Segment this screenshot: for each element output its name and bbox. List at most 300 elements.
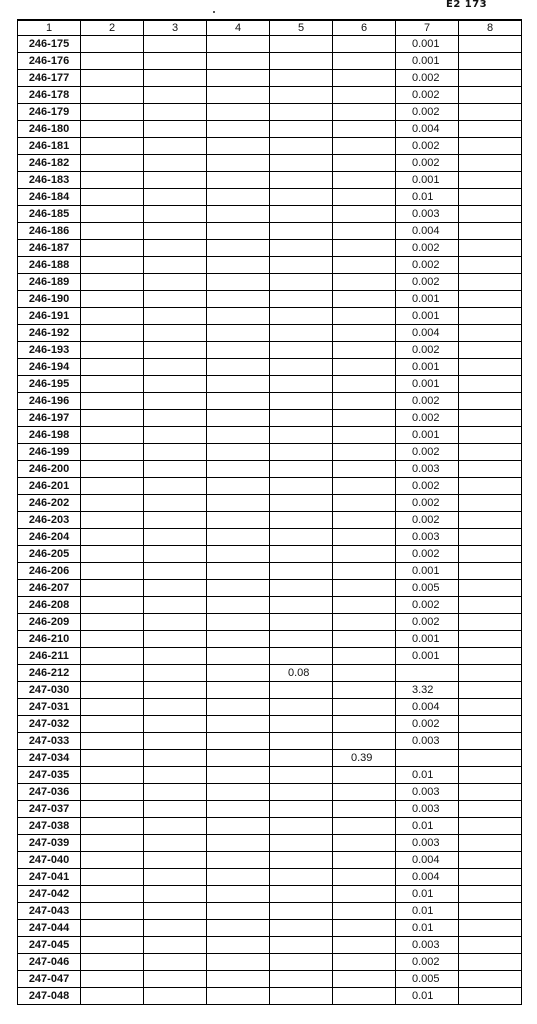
cell-col-5 [270,631,333,648]
cell-col-8 [459,699,522,716]
cell-col-1: 247-041 [18,869,81,886]
cell-col-2 [81,206,144,223]
cell-col-4 [207,189,270,206]
cell-col-8 [459,716,522,733]
cell-col-6 [333,920,396,937]
cell-col-3 [144,308,207,325]
cell-col-7: 0.004 [396,121,459,138]
cell-col-5 [270,835,333,852]
cell-col-4 [207,172,270,189]
cell-col-1: 246-179 [18,104,81,121]
column-header-1: 1 [18,20,81,36]
cell-col-2 [81,937,144,954]
table-row [18,648,522,665]
cell-col-4 [207,886,270,903]
cell-col-2 [81,903,144,920]
table-row [18,903,522,920]
cell-col-6 [333,648,396,665]
cell-col-5 [270,274,333,291]
cell-col-5 [270,444,333,461]
cell-col-6 [333,801,396,818]
cell-col-1: 247-036 [18,784,81,801]
cell-col-6 [333,954,396,971]
cell-col-5 [270,750,333,767]
cell-col-8 [459,104,522,121]
table-row [18,852,522,869]
cell-col-8 [459,53,522,70]
cell-col-5 [270,818,333,835]
cell-col-6 [333,937,396,954]
cell-col-7: 0.002 [396,478,459,495]
cell-col-6 [333,223,396,240]
cell-col-6 [333,70,396,87]
cell-col-4 [207,631,270,648]
cell-col-8 [459,529,522,546]
cell-col-7: 0.002 [396,410,459,427]
cell-col-7: 0.002 [396,716,459,733]
cell-col-6 [333,274,396,291]
cell-col-7: 0.002 [396,393,459,410]
cell-col-1: 246-178 [18,87,81,104]
cell-col-2 [81,240,144,257]
cell-col-8 [459,189,522,206]
cell-col-3 [144,223,207,240]
cell-col-1: 246-195 [18,376,81,393]
cell-col-6 [333,784,396,801]
cell-col-4 [207,563,270,580]
cell-col-4 [207,410,270,427]
cell-col-3 [144,767,207,784]
cell-col-2 [81,223,144,240]
cell-col-5: 0.08 [270,665,333,682]
cell-col-4 [207,733,270,750]
cell-col-3 [144,563,207,580]
cell-col-2 [81,988,144,1005]
cell-col-6 [333,291,396,308]
cell-col-1: 247-038 [18,818,81,835]
cell-col-3 [144,835,207,852]
cell-col-1: 246-205 [18,546,81,563]
cell-col-2 [81,376,144,393]
cell-col-1: 247-047 [18,971,81,988]
cell-col-1: 246-189 [18,274,81,291]
cell-col-2 [81,410,144,427]
cell-col-6 [333,121,396,138]
cell-col-3 [144,869,207,886]
cell-col-4 [207,988,270,1005]
cell-col-8 [459,937,522,954]
cell-col-3 [144,53,207,70]
table-row [18,580,522,597]
cell-col-1: 246-200 [18,461,81,478]
cell-col-4 [207,376,270,393]
cell-col-3 [144,954,207,971]
cell-col-5 [270,903,333,920]
cell-col-4 [207,580,270,597]
cell-col-7: 0.004 [396,869,459,886]
cell-col-3 [144,70,207,87]
cell-col-4 [207,155,270,172]
cell-col-8 [459,36,522,53]
cell-col-5 [270,155,333,172]
cell-col-7: 0.003 [396,206,459,223]
table-row [18,682,522,699]
table-row [18,223,522,240]
cell-col-2 [81,835,144,852]
cell-col-6 [333,512,396,529]
cell-col-1: 246-176 [18,53,81,70]
cell-col-8 [459,359,522,376]
cell-col-8 [459,70,522,87]
cell-col-6 [333,818,396,835]
cell-col-1: 246-183 [18,172,81,189]
table-row [18,937,522,954]
cell-col-7: 0.004 [396,852,459,869]
cell-col-8 [459,376,522,393]
cell-col-7: 0.002 [396,274,459,291]
column-header-5: 5 [270,20,333,36]
cell-col-3 [144,546,207,563]
cell-col-4 [207,750,270,767]
cell-col-8 [459,257,522,274]
table-row [18,36,522,53]
cell-col-3 [144,529,207,546]
cell-col-4 [207,716,270,733]
cell-col-5 [270,716,333,733]
cell-col-4 [207,325,270,342]
cell-col-4 [207,529,270,546]
cell-col-3 [144,444,207,461]
cell-col-1: 246-196 [18,393,81,410]
cell-col-2 [81,716,144,733]
cell-col-8 [459,308,522,325]
cell-col-6 [333,665,396,682]
cell-col-8 [459,631,522,648]
cell-col-2 [81,274,144,291]
cell-col-1: 247-034 [18,750,81,767]
cell-col-5 [270,410,333,427]
cell-col-7: 3.32 [396,682,459,699]
cell-col-1: 246-211 [18,648,81,665]
cell-col-5 [270,648,333,665]
cell-col-2 [81,325,144,342]
cell-col-8 [459,342,522,359]
cell-col-6 [333,206,396,223]
cell-col-1: 246-208 [18,597,81,614]
cell-col-5 [270,546,333,563]
table-body [18,36,522,1005]
cell-col-7: 0.001 [396,563,459,580]
cell-col-6 [333,444,396,461]
cell-col-7: 0.002 [396,342,459,359]
cell-col-4 [207,257,270,274]
cell-col-3 [144,359,207,376]
table-row [18,291,522,308]
cell-col-1: 246-199 [18,444,81,461]
cell-col-2 [81,104,144,121]
cell-col-4 [207,903,270,920]
cell-col-5 [270,325,333,342]
cell-col-8 [459,648,522,665]
cell-col-6 [333,495,396,512]
cell-col-4 [207,274,270,291]
cell-col-6 [333,36,396,53]
cell-col-1: 247-044 [18,920,81,937]
column-header-3: 3 [144,20,207,36]
cell-col-6 [333,104,396,121]
cell-col-2 [81,529,144,546]
cell-col-5 [270,580,333,597]
cell-col-4 [207,784,270,801]
cell-col-3 [144,478,207,495]
cell-col-4 [207,206,270,223]
table-row [18,699,522,716]
cell-col-6 [333,971,396,988]
cell-col-5 [270,954,333,971]
cell-col-8 [459,580,522,597]
cell-col-4 [207,359,270,376]
cell-col-7: 0.01 [396,988,459,1005]
cell-col-5 [270,733,333,750]
cell-col-4 [207,104,270,121]
cell-col-3 [144,784,207,801]
cell-col-6 [333,376,396,393]
cell-col-6 [333,835,396,852]
cell-col-5 [270,36,333,53]
cell-col-4 [207,53,270,70]
table-row [18,257,522,274]
cell-col-8 [459,784,522,801]
cell-col-4 [207,682,270,699]
column-header-7: 7 [396,20,459,36]
cell-col-4 [207,478,270,495]
table-row [18,87,522,104]
column-header-8: 8 [459,20,522,36]
cell-col-7: 0.002 [396,614,459,631]
cell-col-1: 246-188 [18,257,81,274]
cell-col-2 [81,954,144,971]
cell-col-8 [459,393,522,410]
cell-col-4 [207,971,270,988]
cell-col-5 [270,70,333,87]
cell-col-5 [270,240,333,257]
table-row [18,886,522,903]
cell-col-2 [81,121,144,138]
cell-col-7: 0.001 [396,308,459,325]
cell-col-6 [333,699,396,716]
cell-col-3 [144,903,207,920]
cell-col-7: 0.003 [396,733,459,750]
cell-col-3 [144,750,207,767]
cell-col-2 [81,87,144,104]
cell-col-8 [459,563,522,580]
cell-col-2 [81,257,144,274]
cell-col-2 [81,784,144,801]
cell-col-7: 0.01 [396,886,459,903]
cell-col-5 [270,869,333,886]
cell-col-4 [207,614,270,631]
cell-col-8 [459,818,522,835]
cell-col-1: 246-191 [18,308,81,325]
cell-col-2 [81,172,144,189]
cell-col-2 [81,631,144,648]
cell-col-5 [270,920,333,937]
cell-col-6 [333,631,396,648]
cell-col-8 [459,597,522,614]
cell-col-3 [144,36,207,53]
table-row [18,801,522,818]
cell-col-4 [207,138,270,155]
cell-col-6 [333,988,396,1005]
cell-col-8 [459,835,522,852]
cell-col-7: 0.005 [396,580,459,597]
cell-col-4 [207,869,270,886]
cell-col-8 [459,478,522,495]
cell-col-2 [81,512,144,529]
cell-col-5 [270,376,333,393]
cell-col-6 [333,53,396,70]
cell-col-4 [207,223,270,240]
cell-col-7: 0.001 [396,648,459,665]
cell-col-1: 246-210 [18,631,81,648]
cell-col-7: 0.002 [396,444,459,461]
cell-col-8 [459,121,522,138]
cell-col-4 [207,444,270,461]
cell-col-6 [333,393,396,410]
cell-col-6 [333,359,396,376]
table-row [18,818,522,835]
cell-col-3 [144,971,207,988]
cell-col-3 [144,325,207,342]
cell-col-8 [459,495,522,512]
cell-col-8 [459,223,522,240]
cell-col-3 [144,155,207,172]
cell-col-8 [459,427,522,444]
cell-col-3 [144,682,207,699]
cell-col-3 [144,699,207,716]
cell-col-2 [81,444,144,461]
cell-col-8 [459,274,522,291]
table-row [18,546,522,563]
cell-col-8 [459,512,522,529]
cell-col-2 [81,342,144,359]
cell-col-8 [459,767,522,784]
cell-col-1: 246-203 [18,512,81,529]
cell-col-7: 0.002 [396,512,459,529]
cell-col-1: 247-037 [18,801,81,818]
cell-col-2 [81,597,144,614]
table-row [18,410,522,427]
cell-col-4 [207,495,270,512]
table-row [18,512,522,529]
cell-col-8 [459,869,522,886]
cell-col-1: 246-197 [18,410,81,427]
table-row [18,308,522,325]
cell-col-7: 0.002 [396,257,459,274]
table-row [18,274,522,291]
cell-col-3 [144,648,207,665]
cell-col-5 [270,359,333,376]
cell-col-7: 0.003 [396,461,459,478]
cell-col-5 [270,495,333,512]
cell-col-4 [207,393,270,410]
cell-col-1: 246-186 [18,223,81,240]
cell-col-3 [144,665,207,682]
cell-col-4 [207,121,270,138]
cell-col-5 [270,104,333,121]
cell-col-2 [81,427,144,444]
cell-col-7: 0.01 [396,818,459,835]
cell-col-5 [270,886,333,903]
cell-col-2 [81,750,144,767]
cell-col-2 [81,53,144,70]
cell-col-5 [270,461,333,478]
cell-col-8 [459,733,522,750]
cell-col-7: 0.002 [396,87,459,104]
cell-col-6 [333,733,396,750]
cell-col-1: 247-043 [18,903,81,920]
cell-col-7 [396,750,459,767]
cell-col-1: 246-187 [18,240,81,257]
cell-col-4 [207,240,270,257]
cell-col-6 [333,852,396,869]
table-row [18,529,522,546]
cell-col-6 [333,597,396,614]
cell-col-7: 0.003 [396,784,459,801]
cell-col-4 [207,512,270,529]
table-row [18,665,522,682]
cell-col-8 [459,206,522,223]
cell-col-2 [81,138,144,155]
cell-col-8 [459,665,522,682]
cell-col-4 [207,699,270,716]
data-table [17,19,522,1005]
cell-col-5 [270,138,333,155]
cell-col-5 [270,342,333,359]
cell-col-5 [270,53,333,70]
cell-col-5 [270,801,333,818]
cell-col-8 [459,546,522,563]
cell-col-1: 246-180 [18,121,81,138]
cell-col-6 [333,529,396,546]
table-row [18,393,522,410]
cell-col-5 [270,699,333,716]
cell-col-4 [207,87,270,104]
cell-col-1: 247-035 [18,767,81,784]
cell-col-8 [459,903,522,920]
cell-col-3 [144,410,207,427]
table-row [18,988,522,1005]
cell-col-6 [333,189,396,206]
cell-col-6 [333,240,396,257]
cell-col-5 [270,223,333,240]
table-row [18,138,522,155]
cell-col-5 [270,257,333,274]
cell-col-4 [207,818,270,835]
cell-col-2 [81,699,144,716]
cell-col-4 [207,36,270,53]
cell-col-7: 0.01 [396,767,459,784]
table-row [18,954,522,971]
cell-col-7: 0.004 [396,223,459,240]
cell-col-6 [333,546,396,563]
cell-col-7: 0.002 [396,104,459,121]
table-row [18,427,522,444]
cell-col-6 [333,342,396,359]
cell-col-5 [270,478,333,495]
cell-col-1: 246-190 [18,291,81,308]
page-number: E2 173 [446,0,488,10]
